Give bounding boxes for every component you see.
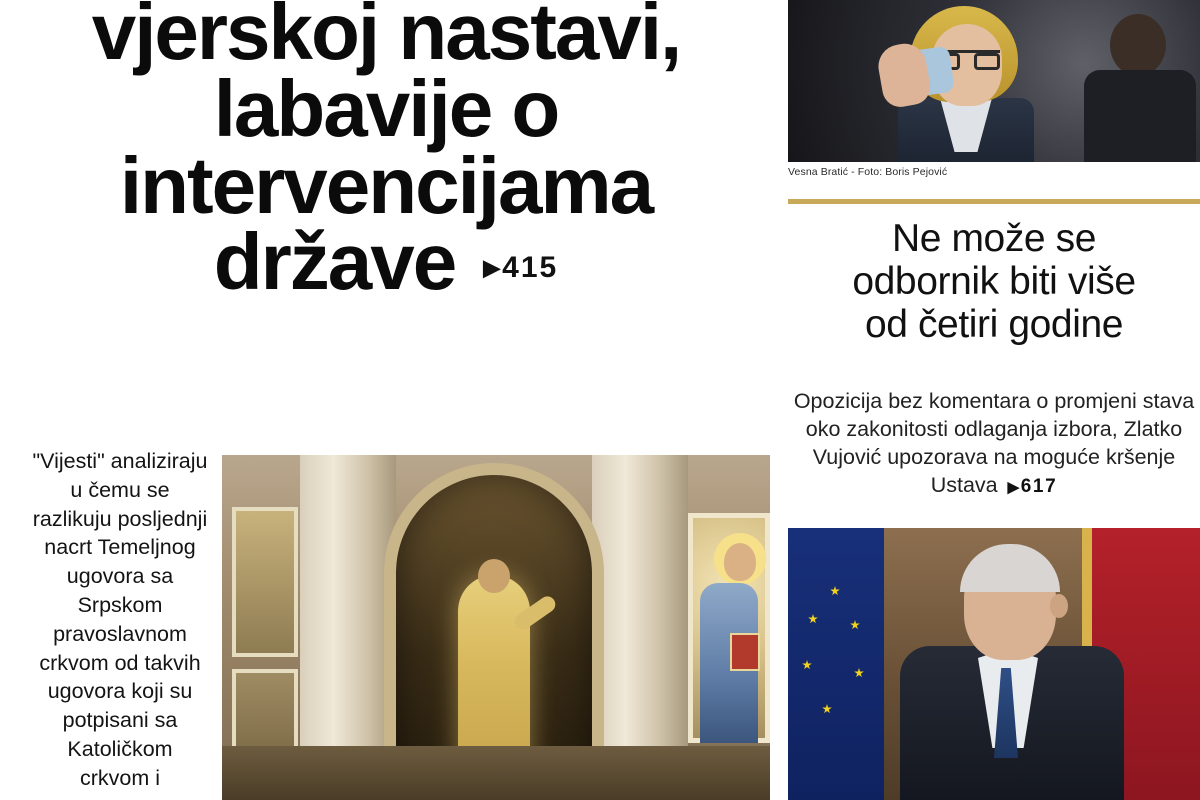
lead-paragraph: "Vijesti" analiziraju u čemu se razlikuju posljednji nacrt Temeljnog ugovora sa Srpskom pravoslavnom crkvom od takvih ugovora koji su potpisani sa Katoličkom crkvom i <box>32 449 208 790</box>
milo-djukanovic-photo <box>788 528 1200 800</box>
jump-reference-secondary <box>1008 475 1058 500</box>
main-headline <box>20 0 752 307</box>
headline-line-3: intervencijama <box>119 140 653 230</box>
foreground-person <box>874 6 1050 162</box>
priest-head <box>478 559 510 593</box>
eu-star-icon <box>850 620 860 630</box>
christ-face <box>724 543 756 581</box>
eu-star-icon <box>802 660 812 670</box>
background-person-head <box>1110 14 1166 76</box>
eu-star-icon <box>854 668 864 678</box>
sub-headline-line-2: odbornik biti više <box>852 259 1136 303</box>
secondary-deck <box>788 388 1200 500</box>
triangle-icon: ▶ <box>483 255 503 281</box>
headline-last-word: države <box>213 217 456 307</box>
eu-star-icon <box>808 614 818 624</box>
eu-star-icon <box>830 586 840 596</box>
headline-line-1: vjerskoj nastavi, <box>91 0 681 76</box>
vesna-bratic-photo <box>788 0 1200 162</box>
background-person-body <box>1084 70 1196 162</box>
sub-headline-line-3: od četiri godine <box>864 302 1124 346</box>
church-photo-scene <box>222 455 770 800</box>
wall-icon-upper <box>232 507 298 657</box>
eu-star-icon <box>822 704 832 714</box>
right-column <box>788 0 1200 800</box>
sub-headline-line-1: Ne može se <box>891 217 1097 260</box>
photo-caption: Vesna Bratić - Foto: Boris Pejović <box>788 166 948 178</box>
gold-divider <box>788 199 1200 204</box>
triangle-icon-secondary: ▶ <box>1007 478 1021 496</box>
eu-flag <box>788 528 884 800</box>
jump-page-numbers: 415 <box>502 251 559 285</box>
church-floor <box>222 746 770 800</box>
secondary-deck-text: Opozicija bez komentara o promjeni stava oko zakonitosti odlaganja izbora, Zlatko Vujović upozorava na moguće kršenje Ustava <box>793 389 1195 497</box>
jump-reference-main <box>483 251 559 285</box>
church-interior-photo <box>222 455 770 800</box>
secondary-headline <box>788 218 1200 347</box>
gospel-book-icon <box>730 633 760 671</box>
jump-page-numbers-secondary: 617 <box>1020 475 1058 497</box>
background-person <box>1084 8 1196 162</box>
headline-line-2: labavije o <box>213 63 559 153</box>
politician-ear <box>1050 594 1068 618</box>
headline-line-4 <box>20 217 752 307</box>
